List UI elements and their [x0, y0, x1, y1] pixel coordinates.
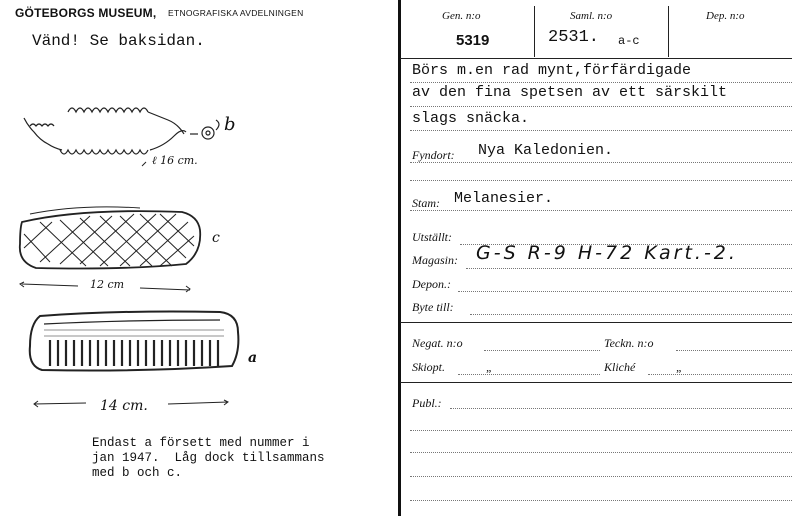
fyndort-label: Fyndort: [412, 148, 455, 162]
saml-suffix: a-c [618, 34, 640, 48]
rule [466, 268, 792, 269]
saml-value: 2531. [548, 28, 600, 47]
rule [410, 180, 792, 181]
label-c: c [212, 230, 220, 246]
rule [648, 374, 792, 375]
rule [410, 452, 792, 453]
rule [470, 314, 792, 315]
stam-value: Melanesier. [454, 190, 554, 207]
negat-label: Negat. n:o [412, 336, 463, 350]
rule [484, 350, 600, 351]
rule [410, 82, 792, 83]
turn-over-note: Vänd! Se baksidan. [32, 32, 205, 50]
measure-b: ℓ 16 cm. [152, 154, 198, 167]
measure-c: 12 cm [90, 278, 125, 291]
fyndort-value: Nya Kaledonien. [478, 142, 614, 159]
header-divider-1 [534, 6, 535, 57]
gen-label: Gen. n:o [442, 10, 481, 22]
rule [676, 350, 792, 351]
magasin-value: G-S R-9 H-72 Kart.-2. [476, 242, 738, 264]
description-line-1: Börs m.en rad mynt,förfärdigade [412, 62, 692, 79]
kliche-label: Kliché [604, 360, 636, 374]
rule [410, 106, 792, 107]
sketch-c-purse [20, 207, 200, 269]
measure-a: 14 cm. [100, 398, 148, 414]
gen-value: 5319 [456, 32, 490, 49]
rule [410, 210, 792, 211]
department-name: ETNOGRAFISKA AVDELNINGEN [168, 8, 304, 18]
magasin-label: Magasin: [412, 253, 458, 267]
rule [410, 500, 792, 501]
stam-label: Stam: [412, 196, 440, 210]
sketch-b-necklace [24, 108, 219, 154]
rule [410, 476, 792, 477]
section-rule-2 [400, 382, 792, 383]
label-a: a [248, 350, 258, 366]
description-line-3: slags snäcka. [412, 110, 530, 127]
header-divider-2 [668, 6, 669, 57]
section-rule-1 [400, 322, 792, 323]
rule [450, 408, 792, 409]
depon-label: Depon.: [412, 277, 451, 291]
museum-name: GÖTEBORGS MUSEUM, [15, 6, 157, 20]
publ-label: Publ.: [412, 396, 442, 410]
label-b: b [224, 114, 236, 135]
description-line-2: av den fina spetsen av ett särskilt [412, 84, 728, 101]
rule [458, 374, 600, 375]
rule [410, 130, 792, 131]
rule [410, 162, 792, 163]
teckn-label: Teckn. n:o [604, 336, 654, 350]
header-rule [400, 58, 792, 59]
sketch-a-purse [30, 312, 239, 371]
saml-label: Saml. n:o [570, 10, 613, 22]
rule [458, 291, 792, 292]
archive-note: Endast a försett med nummer i jan 1947. Låg dock tillsammans med b och c. [92, 436, 325, 480]
rule [410, 430, 792, 431]
dep-label: Dep. n:o [706, 10, 745, 22]
skiopt-label: Skiopt. [412, 360, 445, 374]
kliche-ditto: „ [676, 360, 683, 374]
utstallt-label: Utställt: [412, 230, 453, 244]
skiopt-ditto: „ [486, 360, 493, 374]
byte-label: Byte till: [412, 300, 454, 314]
